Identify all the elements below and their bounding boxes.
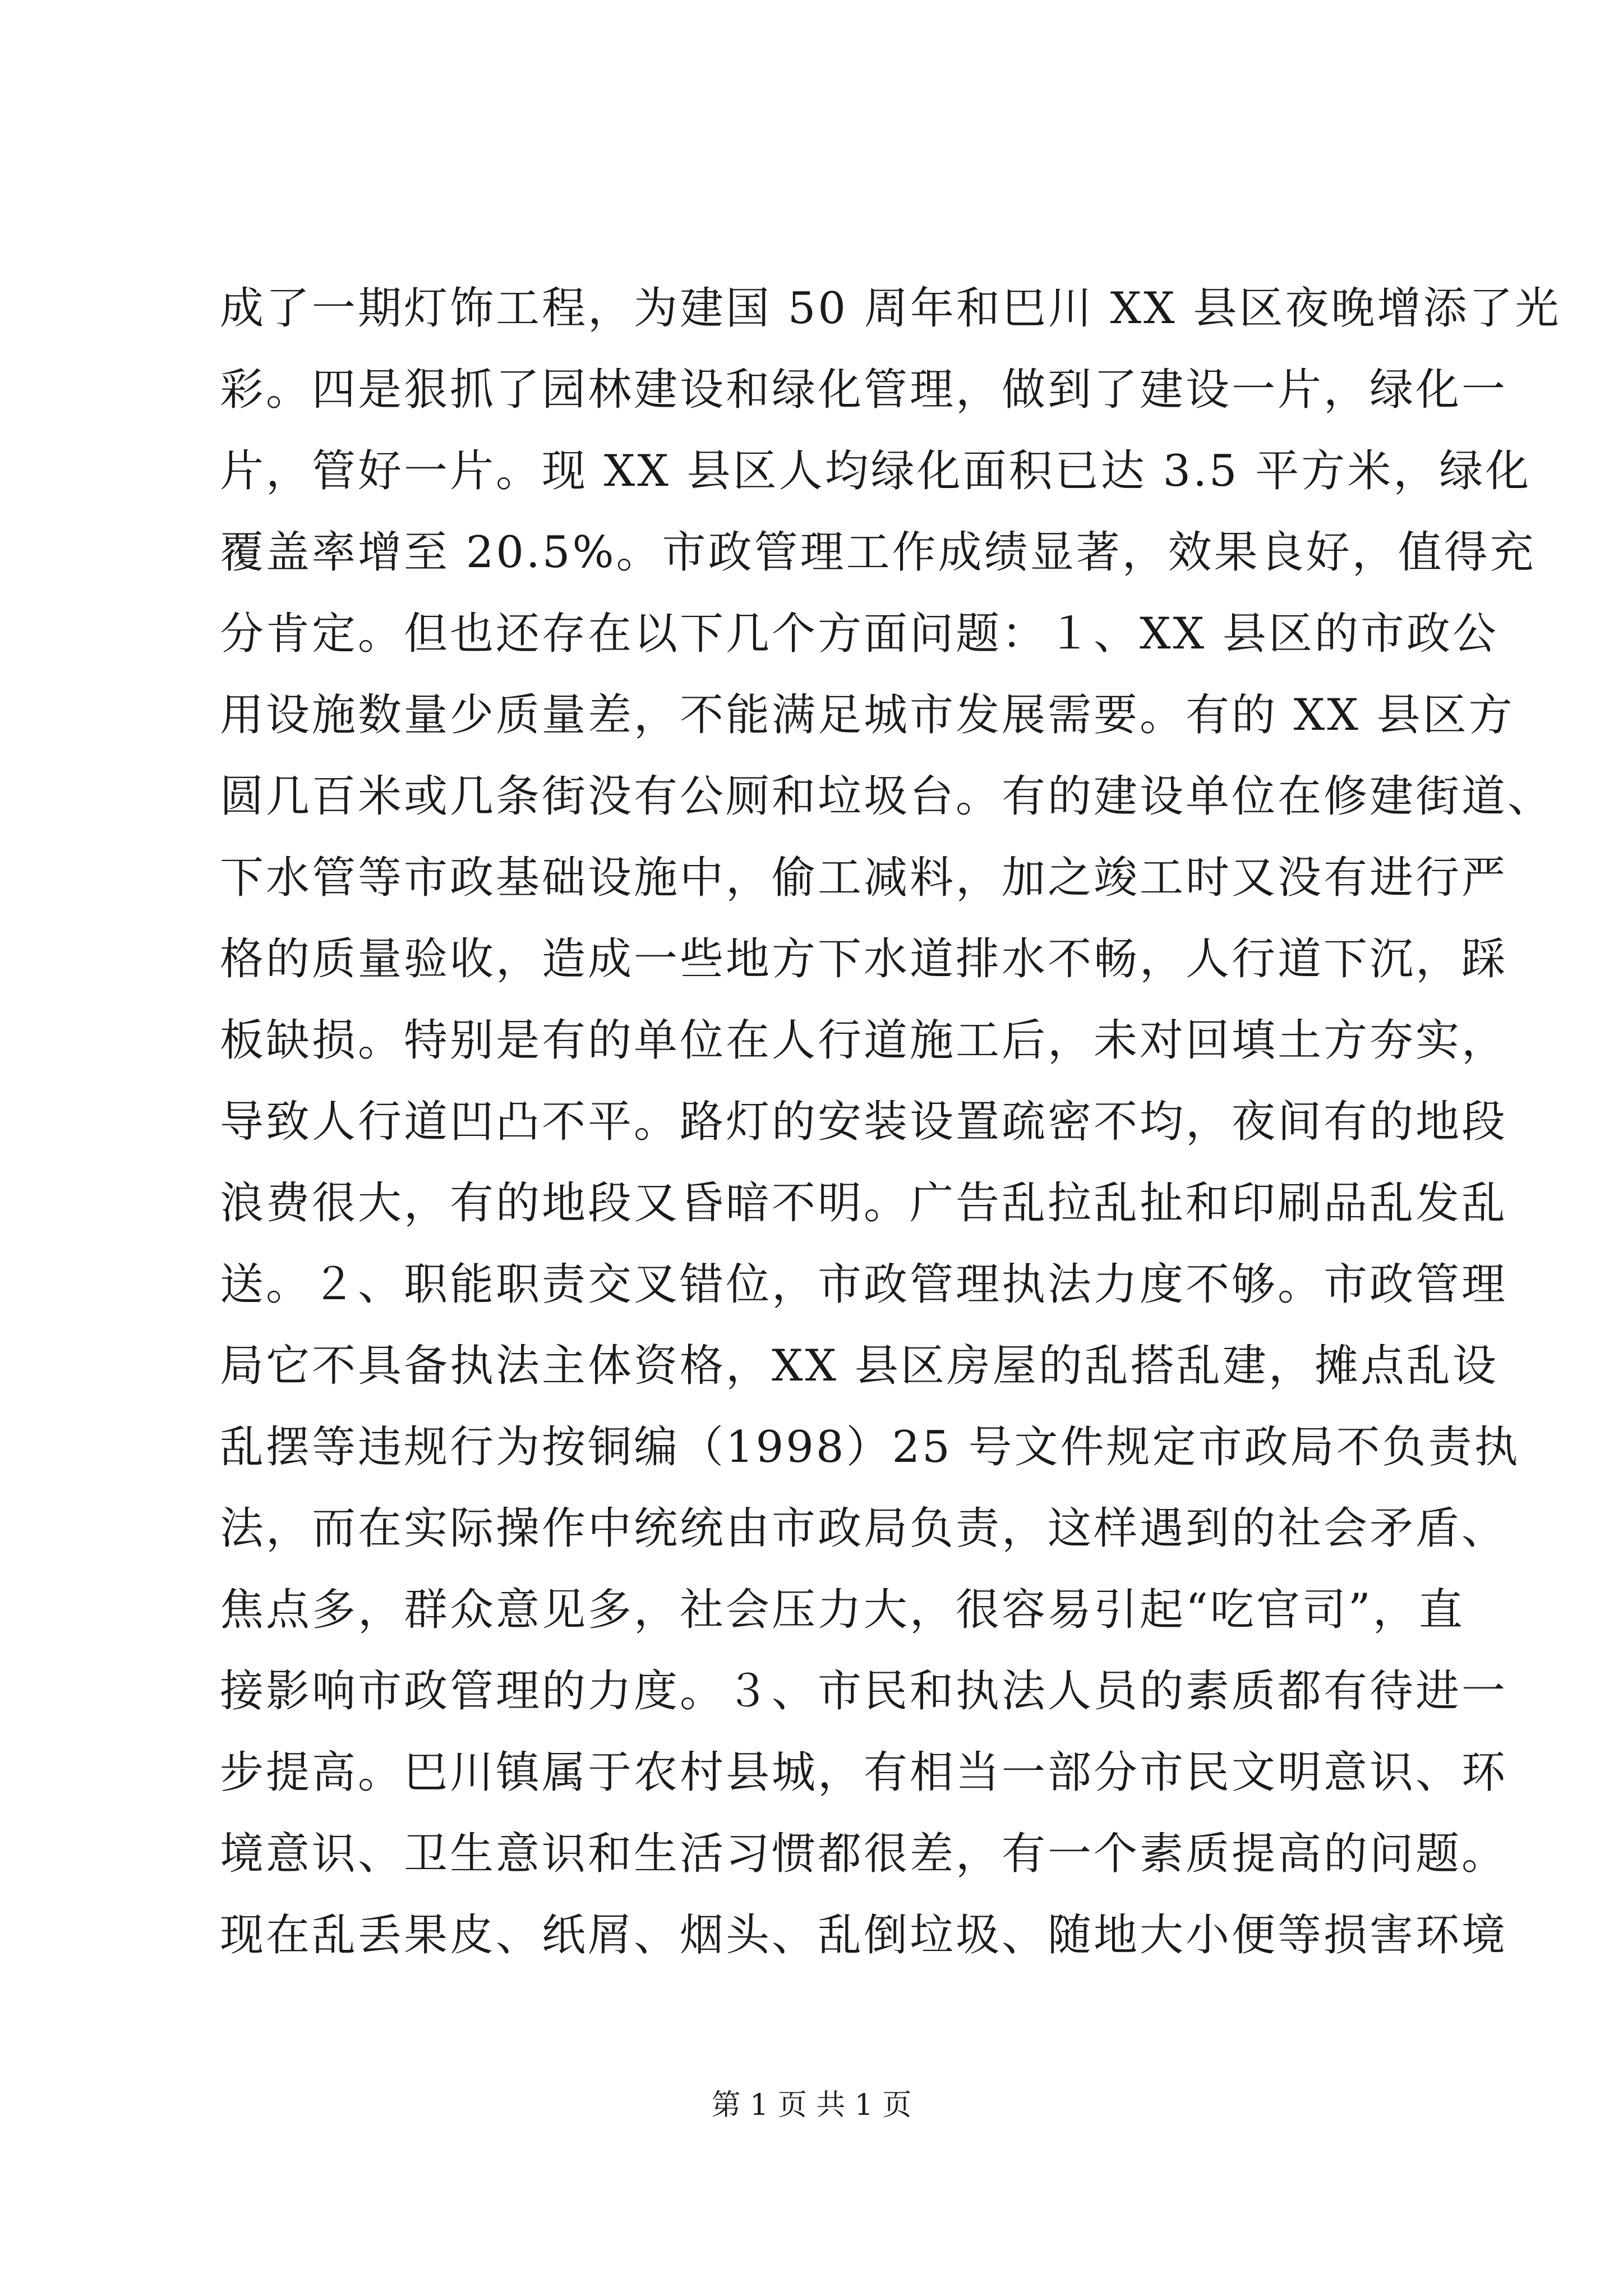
text-line: 现在乱丢果皮、纸屑、烟头、乱倒垃圾、随地大小便等损害环境 xyxy=(220,1910,1508,1961)
text-line: 导致人行道凹凸不平。路灯的安装设置疏密不均，夜间有的地段 xyxy=(220,1097,1508,1147)
text-line: 送。２、职能职责交叉错位，市政管理执法力度不够。市政管理 xyxy=(220,1259,1508,1310)
text-line: 圆几百米或几条街没有公厕和垃圾台。有的建设单位在修建街道、 xyxy=(220,771,1554,822)
text-line: 接影响市政管理的力度。３、市民和执法人员的素质都有待进一 xyxy=(220,1666,1508,1717)
text-line: 覆盖率增至 20.5%。市政管理工作成绩显著，效果良好，值得充 xyxy=(220,527,1536,578)
text-line: 彩。四是狠抓了园林建设和绿化管理，做到了建设一片，绿化一 xyxy=(220,365,1508,415)
text-line: 板缺损。特别是有的单位在人行道施工后，未对回填土方夯实， xyxy=(220,1015,1508,1066)
page-number-label: 第 1 页 共 1 页 xyxy=(711,2088,912,2122)
text-line: 片，管好一片。现 XX 县区人均绿化面积已达 3.5 平方米，绿化 xyxy=(220,446,1532,496)
text-line: 分肯定。但也还存在以下几个方面问题：１、XX 县区的市政公 xyxy=(220,609,1498,659)
text-line: 法，而在实际操作中统统由市政局负责，这样遇到的社会矛盾、 xyxy=(220,1503,1508,1554)
text-line: 乱摆等违规行为按铜编（1998）25 号文件规定市政局不负责执 xyxy=(220,1422,1520,1473)
text-line: 浪费很大，有的地段又昏暗不明。广告乱拉乱扯和印刷品乱发乱 xyxy=(220,1178,1508,1228)
text-line: 成了一期灯饰工程，为建国 50 周年和巴川 XX 县区夜晚增添了光 xyxy=(220,283,1561,334)
text-line: 下水管等市政基础设施中，偷工减料，加之竣工时又没有进行严 xyxy=(220,853,1508,903)
body-paragraph xyxy=(220,268,1561,1976)
page-footer xyxy=(0,2086,1623,2125)
text-line: 步提高。巴川镇属于农村县城，有相当一部分市民文明意识、环 xyxy=(220,1747,1508,1798)
text-line: 用设施数量少质量差，不能满足城市发展需要。有的 XX 县区方 xyxy=(220,690,1515,740)
text-line: 焦点多，群众意见多，社会压力大，很容易引起“吃官司”，直 xyxy=(220,1585,1465,1635)
text-line: 格的质量验收，造成一些地方下水道排水不畅，人行道下沉，踩 xyxy=(220,934,1508,984)
text-line: 境意识、卫生意识和生活习惯都很差，有一个素质提高的问题。 xyxy=(220,1829,1508,1879)
text-line: 局它不具备执法主体资格，XX 县区房屋的乱搭乱建，摊点乱设 xyxy=(220,1341,1498,1391)
